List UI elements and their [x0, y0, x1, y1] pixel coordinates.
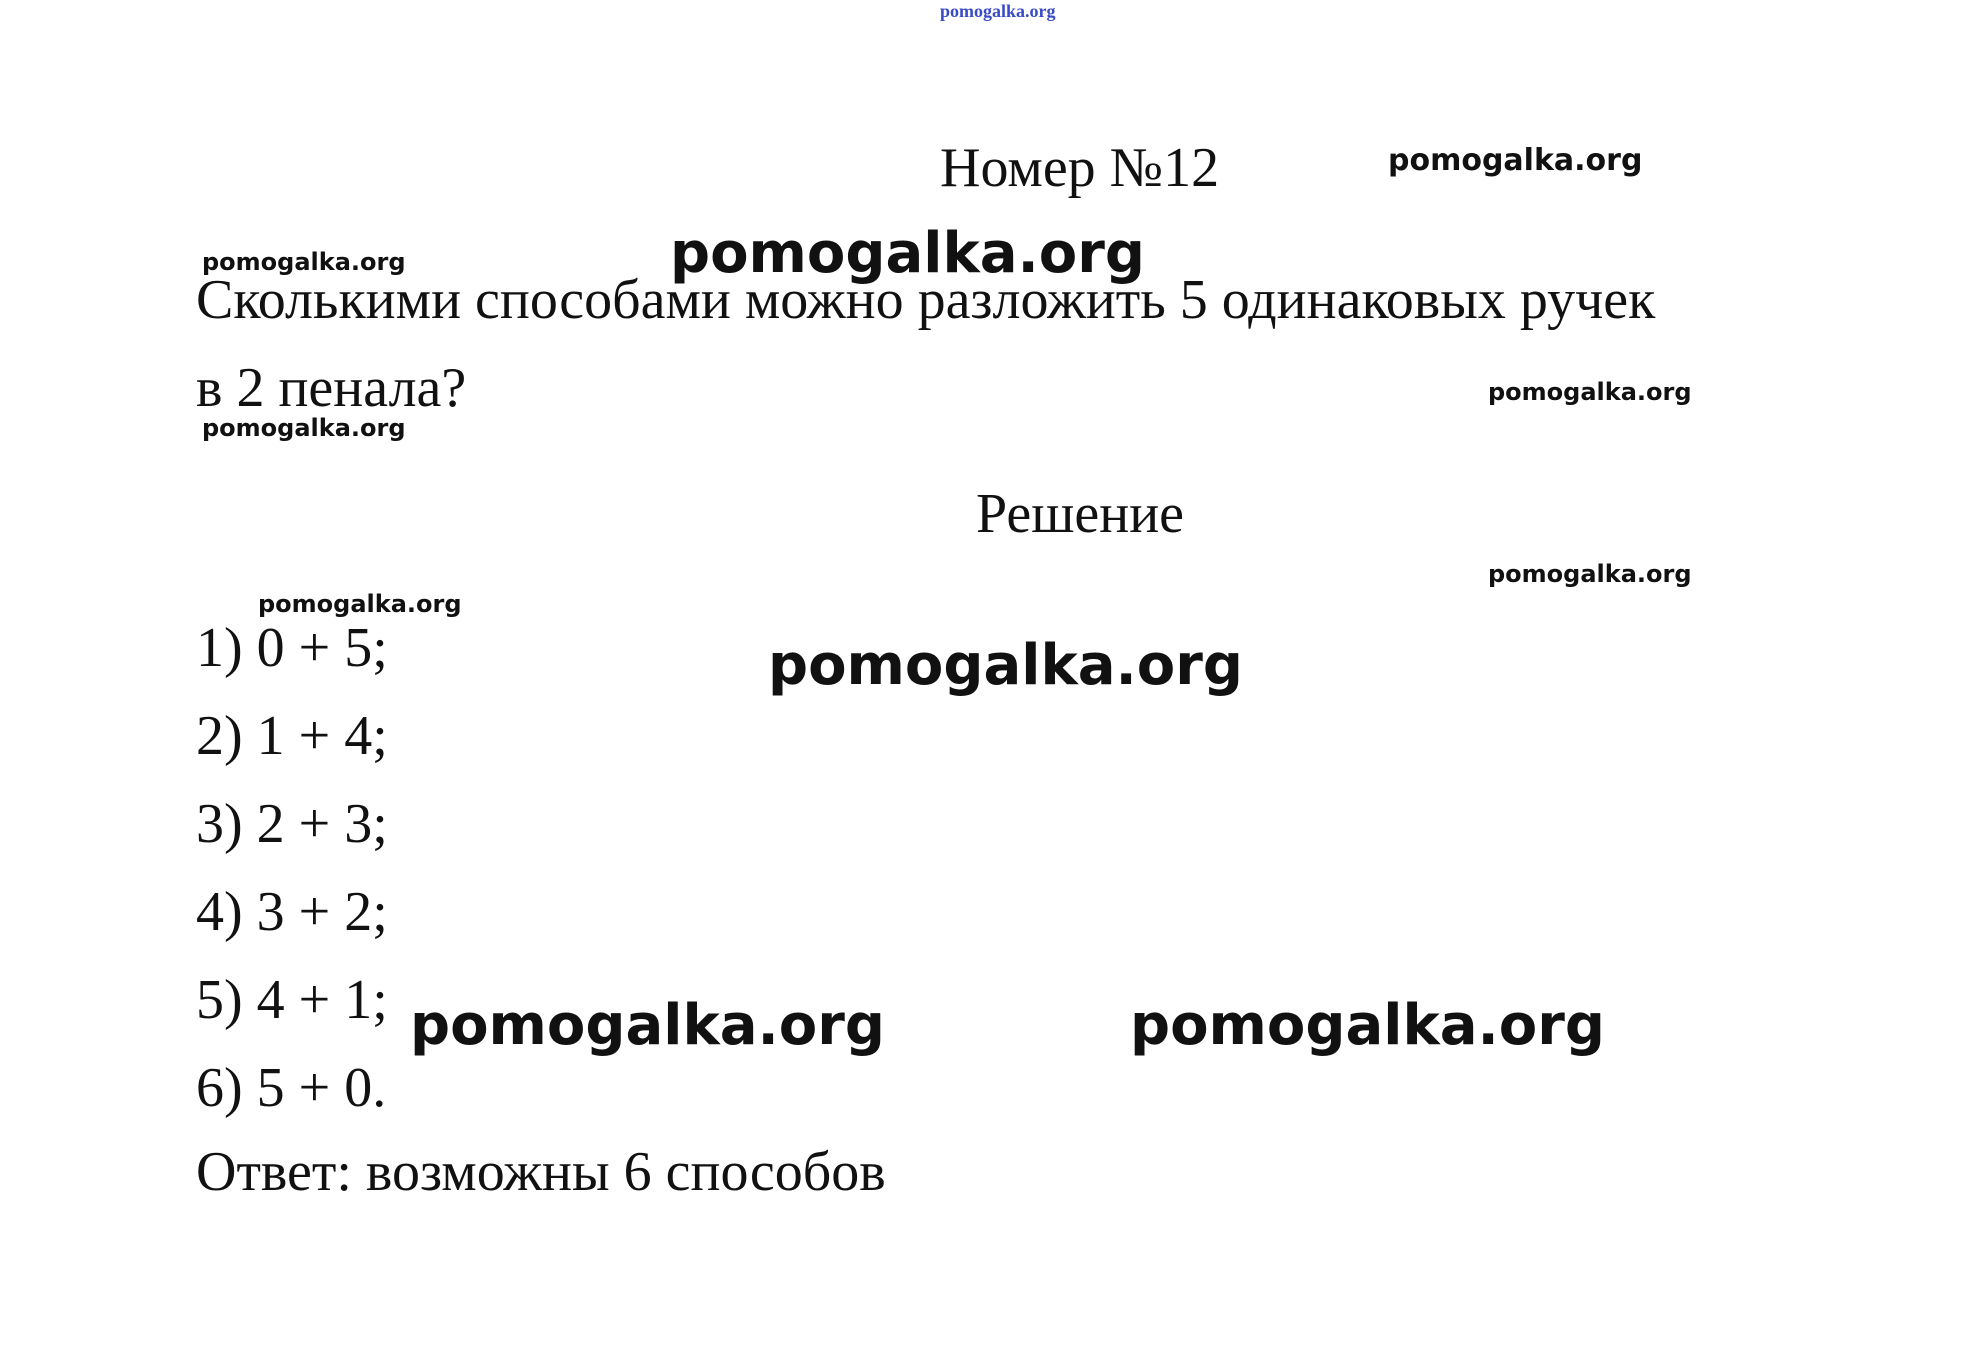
watermark-big-bottom-right: pomogalka.org [1130, 993, 1605, 1058]
question-line-1: Сколькими способами можно разложить 5 одинаковых ручек [196, 269, 1656, 331]
solution-item-2: 2) 1 + 4; [196, 705, 388, 767]
watermark-big-bottom-left: pomogalka.org [410, 993, 885, 1058]
watermark-left-solution: pomogalka.org [258, 590, 462, 618]
problem-title: Номер №12 [940, 137, 1220, 199]
watermark-right-mid-2: pomogalka.org [1488, 560, 1692, 588]
watermark-big-center-2: pomogalka.org [768, 633, 1243, 698]
watermark-top: pomogalka.org [940, 1, 1056, 21]
solution-item-1: 1) 0 + 5; [196, 617, 388, 679]
watermark-small-left-1: pomogalka.org [202, 248, 406, 276]
watermark-right-title: pomogalka.org [1388, 143, 1643, 178]
solution-item-6: 6) 5 + 0. [196, 1057, 387, 1119]
question-line-2: в 2 пенала? [196, 357, 467, 419]
watermark-small-left-2: pomogalka.org [202, 414, 406, 442]
watermark-big-center: pomogalka.org [670, 221, 1145, 286]
answer-line: Ответ: возможны 6 способов [196, 1141, 886, 1203]
solution-item-3: 3) 2 + 3; [196, 793, 388, 855]
solution-item-4: 4) 3 + 2; [196, 881, 388, 943]
solution-heading: Решение [976, 483, 1185, 545]
watermark-right-mid-1: pomogalka.org [1488, 378, 1692, 406]
solution-item-5: 5) 4 + 1; [196, 969, 388, 1031]
